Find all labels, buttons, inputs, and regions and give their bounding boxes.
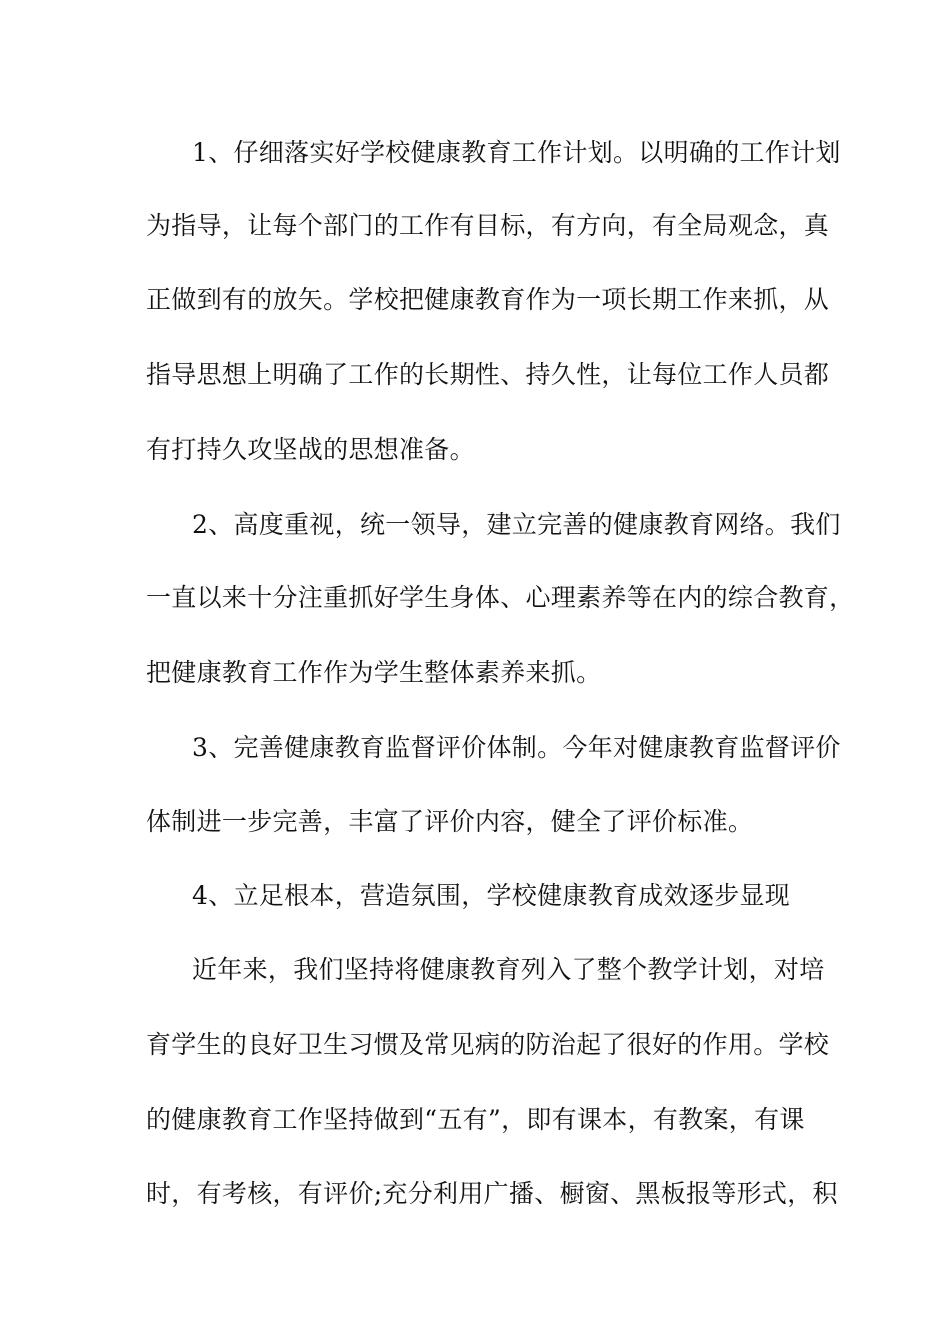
paragraph-1-line-1: 1、仔细落实好学校健康教育工作计划。以明确的工作计划	[192, 138, 841, 167]
paragraph-3-line-1: 3、完善健康教育监督评价体制。今年对健康教育监督评价	[192, 733, 841, 762]
paragraph-5-line-2: 育学生的良好卫生习惯及常见病的防治起了很好的作用。学校	[146, 1030, 830, 1059]
paragraph-2-line-3: 把健康教育工作作为学生整体素养来抓。	[146, 658, 602, 687]
paragraph-5-line-4: 时，有考核，有评价;充分利用广播、橱窗、黑板报等形式，积	[146, 1179, 838, 1208]
paragraph-1-line-3: 正做到有的放矢。学校把健康教育作为一项长期工作来抓，从	[146, 285, 830, 314]
paragraph-5-line-1: 近年来，我们坚持将健康教育列入了整个教学计划，对培	[192, 955, 825, 984]
paragraph-2-line-1: 2、高度重视，统一领导，建立完善的健康教育网络。我们	[192, 510, 841, 539]
paragraph-5-line-3: 的健康教育工作坚持做到“五有”，即有课本，有教案，有课	[146, 1105, 805, 1134]
paragraph-1-line-2: 为指导，让每个部门的工作有目标，有方向，有全局观念，真	[146, 211, 830, 240]
paragraph-1-line-4: 指导思想上明确了工作的长期性、持久性，让每位工作人员都	[146, 360, 830, 389]
paragraph-2-line-2: 一直以来十分注重抓好学生身体、心理素养等在内的综合教育，	[146, 583, 855, 612]
paragraph-3-line-2: 体制进一步完善，丰富了评价内容，健全了评价标准。	[146, 807, 754, 836]
heading-4: 4、立足根本，营造氛围，学校健康教育成效逐步显现	[192, 881, 791, 910]
paragraph-1-line-5: 有打持久攻坚战的思想准备。	[146, 435, 475, 464]
